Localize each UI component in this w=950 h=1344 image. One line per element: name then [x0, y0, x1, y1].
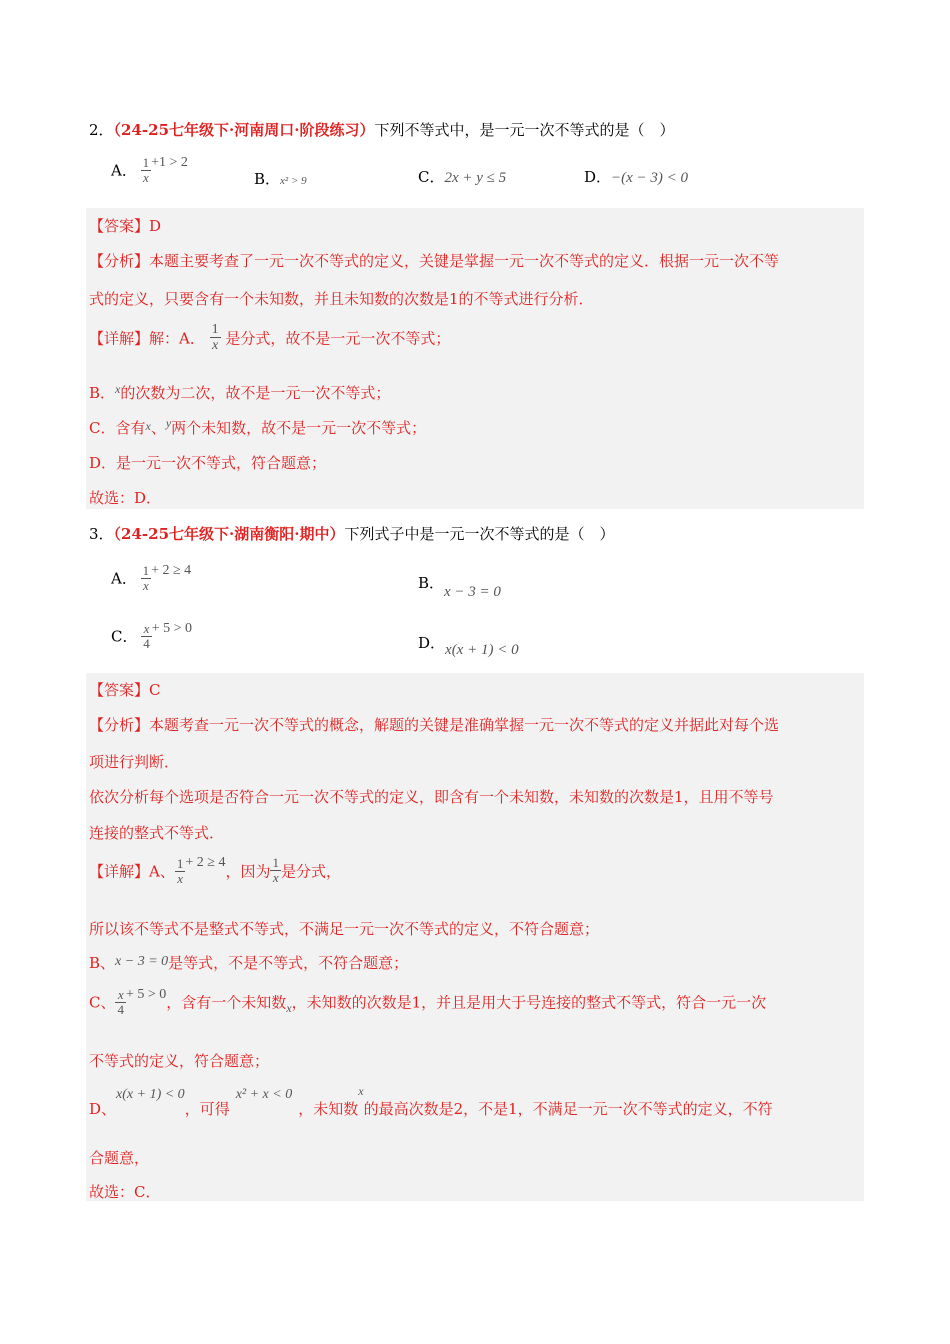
q3-header	[89, 523, 614, 544]
q3-option-d: D．x(x + 1) < 0	[418, 634, 519, 658]
q3-detail-d-line2: 合题意，	[89, 1149, 150, 1167]
q3-analysis-4: 连接的整式不等式．	[89, 824, 225, 842]
q2-answer-value: D	[149, 217, 162, 235]
q2-answer-tag: 【答案】	[89, 217, 150, 235]
q2-detail-b: B．$^x$的次数为二次，故不是一元一次不等式；	[89, 382, 391, 402]
q3-option-c: C． $\frac{x}{4}$ + 5 > 0	[111, 620, 193, 652]
q2-analysis-2: 式的定义，只要含有一个未知数，并且未知数的次数是1的不等式进行分析．	[89, 290, 594, 308]
q3-analysis-1: 【分析】本题考查一元一次不等式的概念，解题的关键是准确掌握一元一次不等式的定义并据此对每个选	[89, 716, 780, 734]
q2-header	[89, 119, 674, 140]
q2-answer-line	[89, 215, 161, 236]
q3-detail-b: B、x − 3 = 0是等式，不是不等式，不符合题意；	[89, 954, 409, 972]
q2-option-a: A． $\frac{1}{x}$ +1 > 2	[111, 154, 188, 186]
q2-option-d: D．−(x − 3) < 0	[584, 168, 689, 186]
q2-source: （24-25七年级下·河南周口·阶段练习）	[113, 121, 375, 139]
q3-stem: 下列式子中是一元一次不等式的是（ ）	[344, 525, 615, 543]
q2-analysis-1: 【分析】本题主要考查了一元一次不等式的定义，关键是掌握一元一次不等式的定义．根据一元一次不等	[89, 252, 780, 270]
q3-answer-tag: 【答案】	[89, 681, 150, 699]
q2-detail-a: 【详解】解：A． $\frac{1}{x}$ 是分式，故不是一元一次不等式；	[89, 322, 451, 354]
q3-detail-a: 【详解】A、 $\frac{1}{x}$ + 2 ≥ 4，因为 $\frac{1}{x}$ 是分式，	[89, 855, 341, 886]
q3-conclusion: 故选：C．	[89, 1183, 161, 1201]
q2-detail-d: D．是一元一次不等式，符合题意；	[89, 454, 327, 472]
q3-detail-c-line2: 不等式的定义，符合题意；	[89, 1052, 270, 1070]
q3-analysis-3: 依次分析每个选项是否符合一元一次不等式的定义，即含有一个未知数，未知数的次数是1，且用不等号	[89, 788, 774, 806]
q2-option-b: B．x² > 9	[254, 170, 307, 188]
q3-option-b: B．x − 3 = 0	[418, 574, 501, 600]
q2-conclusion: 故选：D．	[89, 489, 162, 507]
q2-stem: 下列不等式中，是一元一次不等式的是（ ）	[374, 121, 675, 139]
q3-answer-line	[89, 679, 161, 700]
q3-source: （24-25七年级下·湖南衡阳·期中）	[113, 525, 345, 543]
q2-detail-c: C．含有$^x$、$^y$两个未知数，故不是一元一次不等式；	[89, 416, 427, 437]
q2-option-c: C．2x + y ≤ 5	[418, 168, 507, 186]
q3-option-a: A． $\frac{1}{x}$ + 2 ≥ 4	[111, 562, 192, 594]
q3-analysis-2: 项进行判断．	[89, 753, 180, 771]
q3-answer-value: C	[149, 681, 161, 699]
q3-detail-a-line2: 所以该不等式不是整式不等式，不满足一元一次不等式的定义，不符合题意；	[89, 920, 600, 938]
q3-detail-c: C、 $\frac{x}{4}$ + 5 > 0，含有一个未知数$_x$，未知数的次数是1，并且是用大于号连接的整式不等式，符合一元一次	[89, 986, 767, 1018]
q2-number: 2．	[89, 121, 114, 139]
q3-detail-d: D、x(x + 1) < 0，可得x² + x < 0，未知数$^x$的最高次数是2，不是1，不满足一元一次不等式的定义，不符	[89, 1084, 773, 1118]
q3-number: 3．	[89, 525, 114, 543]
